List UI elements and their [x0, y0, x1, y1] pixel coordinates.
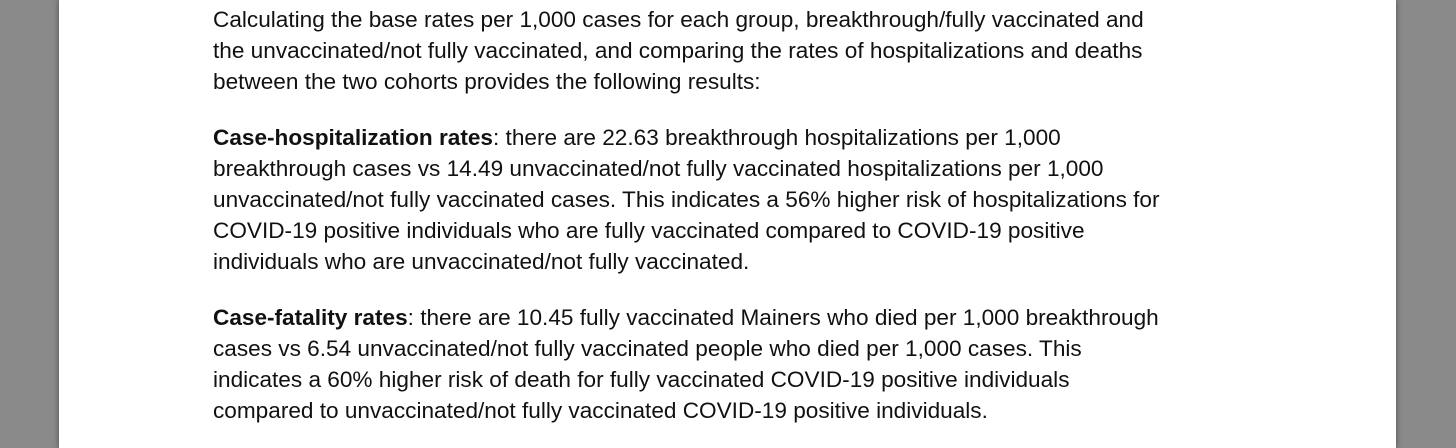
fatality-first-line: [213, 302, 1223, 333]
fatality-line: compared to unvaccinated/not fully vaccinated COVID-19 positive individuals.: [213, 398, 988, 423]
hospitalization-first-line: [213, 122, 1223, 153]
intro-line: between the two cohorts provides the following results:: [213, 69, 761, 94]
document-body: [213, 4, 1223, 448]
hospitalization-line: breakthrough cases vs 14.49 unvaccinated/not fully vaccinated hospitalizations per 1,000: [213, 156, 1104, 181]
fatality-heading: Case-fatality rates: [213, 305, 408, 330]
hospitalization-first-line-text: : there are 22.63 breakthrough hospitalizations per 1,000: [492, 125, 1061, 150]
document-page: [59, 0, 1396, 448]
fatality-line: indicates a 60% higher risk of death for fully vaccinated COVID-19 positive individuals: [213, 367, 1070, 392]
fatality-first-line-text: : there are 10.45 fully vaccinated Mainers who died per 1,000 breakthrough: [407, 305, 1159, 330]
intro-paragraph: [213, 4, 1223, 97]
hospitalization-line: COVID-19 positive individuals who are fully vaccinated compared to COVID-19 positive: [213, 218, 1085, 243]
fatality-paragraph: [213, 302, 1223, 426]
hospitalization-line: individuals who are unvaccinated/not fully vaccinated.: [213, 249, 750, 274]
hospitalization-paragraph: [213, 122, 1223, 277]
hospitalization-line: unvaccinated/not fully vaccinated cases. This indicates a 56% higher risk of hospitalizations for: [213, 187, 1160, 212]
hospitalization-heading: Case-hospitalization rates: [213, 125, 493, 150]
intro-line: Calculating the base rates per 1,000 cases for each group, breakthrough/fully vaccinated and: [213, 7, 1144, 32]
fatality-line: cases vs 6.54 unvaccinated/not fully vaccinated people who died per 1,000 cases. This: [213, 336, 1082, 361]
intro-line: the unvaccinated/not fully vaccinated, and comparing the rates of hospitalizations and deaths: [213, 38, 1143, 63]
